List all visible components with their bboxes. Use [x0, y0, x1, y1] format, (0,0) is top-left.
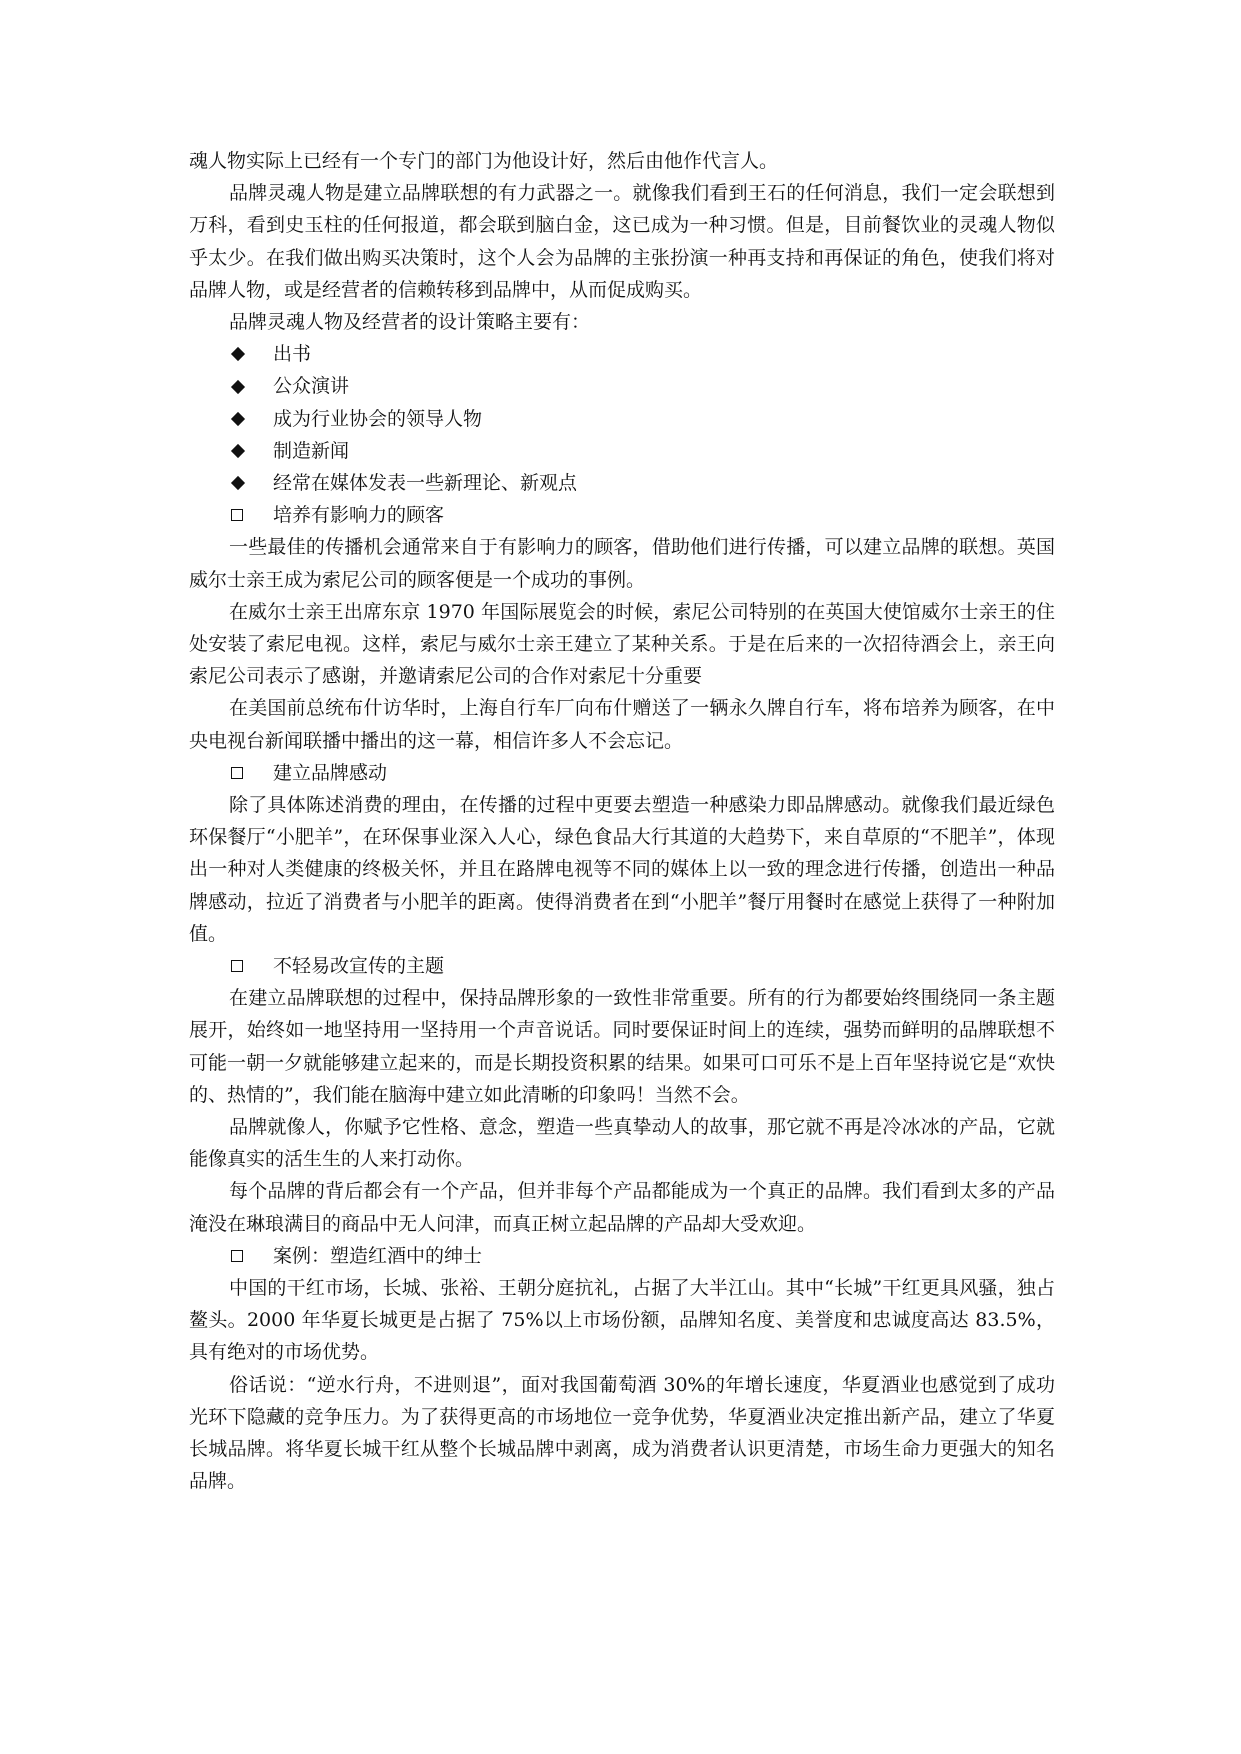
paragraph: 魂人物实际上已经有一个专门的部门为他设计好，然后由他作代言人。 — [189, 150, 779, 172]
heading-text: 培养有影响力的顾客 — [273, 504, 445, 527]
paragraph: 品牌就像人，你赋予它性格、意念，塑造一些真挚动人的故事，那它就不再是冷冰冰的产品，它就能像真实的活生生的人来打动你。 — [189, 1115, 1055, 1171]
paragraph: 除了具体陈述消费的理由，在传播的过程中更要去塑造一种感染力即品牌感动。就像我们最近绿色环保餐厅“小肥羊”，在环保事业深入人心，绿色食品大行其道的大趋势下，来自草原的“不肥羊”，体现出一种对人类健康的终极关怀，并且在路牌电视等不同的媒体上以一致的理念进行传播，创造出一种品牌感动，拉近了消费者与小肥羊的距离。使得消费者在到“小肥羊”餐厅用餐时在感觉上获得了一种附加值。 — [189, 793, 1055, 945]
section-heading — [189, 1240, 1055, 1272]
section-heading — [189, 757, 1055, 789]
section-heading — [189, 499, 1055, 531]
bullet-text: 制造新闻 — [273, 439, 350, 462]
bullet-text: 公众演讲 — [273, 375, 350, 398]
checkbox-square-icon — [231, 767, 243, 779]
heading-text: 建立品牌感动 — [273, 761, 388, 784]
diamond-bullet-icon — [231, 412, 245, 426]
paragraph: 中国的干红市场，长城、张裕、王朝分庭抗礼，占据了大半江山。其中“长城”干红更具风骚，独占鳌头。2000 年华夏长城更是占据了 75%以上市场份额，品牌知名度、美誉度和忠诚度高达 83.5%，具有绝对的市场优势。 — [189, 1276, 1055, 1364]
bullet-item — [189, 370, 1055, 402]
checkbox-square-icon — [231, 960, 243, 972]
paragraph: 一些最佳的传播机会通常来自于有影响力的顾客，借助他们进行传播，可以建立品牌的联想。英国威尔士亲王成为索尼公司的顾客便是一个成功的事例。 — [189, 536, 1055, 591]
bullet-text: 成为行业协会的领导人物 — [273, 407, 483, 430]
bullet-item — [189, 338, 1055, 370]
paragraph: 在建立品牌联想的过程中，保持品牌形象的一致性非常重要。所有的行为都要始终围绕同一条主题展开，始终如一地坚持用一坚持用一个声音说话。同时要保证时间上的连续，强势而鲜明的品牌联想不可能一朝一夕就能够建立起来的，而是长期投资积累的结果。如果可口可乐不是上百年坚持说它是“欢快的、热情的”，我们能在脑海中建立如此清晰的印象吗！当然不会。 — [189, 987, 1055, 1106]
diamond-bullet-icon — [231, 444, 245, 458]
bullet-item — [189, 435, 1055, 467]
diamond-bullet-icon — [231, 476, 245, 490]
bullet-text: 经常在媒体发表一些新理论、新观点 — [273, 471, 578, 494]
heading-text: 案例：塑造红酒中的绅士 — [273, 1244, 483, 1267]
document-page — [189, 145, 1055, 1497]
diamond-bullet-icon — [231, 379, 245, 393]
bullet-item — [189, 403, 1055, 435]
section-heading — [189, 950, 1055, 982]
paragraph: 品牌灵魂人物是建立品牌联想的有力武器之一。就像我们看到王石的任何消息，我们一定会联想到万科，看到史玉柱的任何报道，都会联到脑白金，这已成为一种习惯。但是，目前餐饮业的灵魂人物似乎太少。在我们做出购买决策时，这个人会为品牌的主张扮演一种再支持和再保证的角色，使我们将对品牌人物，或是经营者的信赖转移到品牌中，从而促成购买。 — [189, 182, 1055, 301]
heading-text: 不轻易改宣传的主题 — [273, 954, 445, 977]
bullet-item — [189, 467, 1055, 499]
diamond-bullet-icon — [231, 347, 245, 361]
paragraph: 俗话说：“逆水行舟，不进则退”，面对我国葡萄酒 30%的年增长速度，华夏酒业也感觉到了成功光环下隐藏的竞争压力。为了获得更高的市场地位一竞争优势，华夏酒业决定推出新产品，建立了华夏长城品牌。将华夏长城干红从整个长城品牌中剥离，成为消费者认识更清楚，市场生命力更强大的知名品牌。 — [189, 1373, 1055, 1493]
paragraph: 品牌灵魂人物及经营者的设计策略主要有： — [229, 311, 591, 334]
paragraph: 每个品牌的背后都会有一个产品，但并非每个产品都能成为一个真正的品牌。我们看到太多的产品淹没在琳琅满目的商品中无人问津，而真正树立起品牌的产品却大受欢迎。 — [189, 1180, 1055, 1235]
bullet-text: 出书 — [273, 343, 312, 366]
paragraph: 在威尔士亲王出席东京 1970 年国际展览会的时候，索尼公司特别的在英国大使馆威尔士亲王的住处安装了索尼电视。这样，索尼与威尔士亲王建立了某种关系。于是在后来的一次招待酒会上，亲王向索尼公司表示了感谢，并邀请索尼公司的合作对索尼十分重要 — [189, 600, 1055, 688]
paragraph: 在美国前总统布什访华时，上海自行车厂向布什赠送了一辆永久牌自行车，将布培养为顾客，在中央电视台新闻联播中播出的这一幕，相信许多人不会忘记。 — [189, 697, 1055, 752]
checkbox-square-icon — [231, 1250, 243, 1262]
checkbox-square-icon — [231, 509, 243, 521]
